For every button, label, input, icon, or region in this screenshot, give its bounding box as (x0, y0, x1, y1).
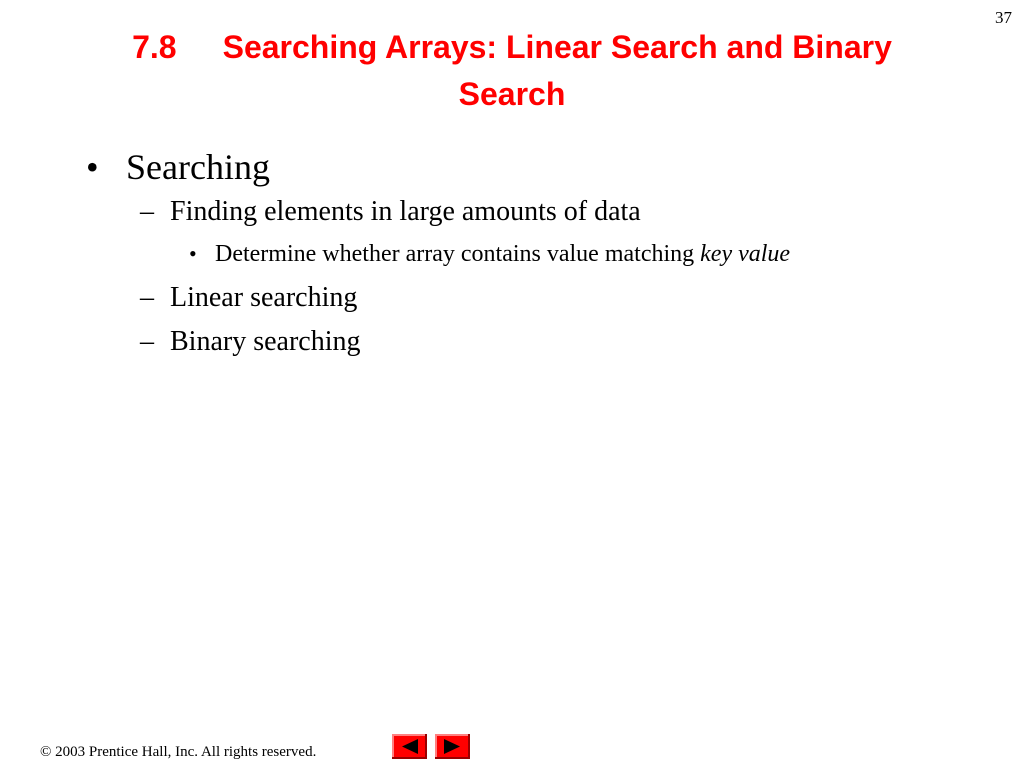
title-line-1 (0, 24, 1024, 71)
triangle-right-icon (435, 734, 470, 759)
dash-icon: – (140, 326, 154, 357)
bullet-text: Searching (126, 147, 270, 187)
key-value-emphasis: key value (700, 241, 791, 267)
next-slide-button[interactable] (435, 734, 470, 759)
sub-item-text: Binary searching (170, 326, 361, 357)
triangle-left-icon (392, 734, 427, 759)
sub-sub-item-determine (86, 239, 986, 269)
copyright-footer: © 2003 Prentice Hall, Inc. All rights reserved. (40, 744, 317, 760)
bullet-icon: • (189, 241, 197, 266)
bullet-item-searching (86, 145, 986, 189)
sub-item-finding-elements (86, 195, 986, 229)
slide-content (86, 145, 986, 369)
sub-item-linear-searching (86, 281, 986, 315)
sub-item-text: Linear searching (170, 282, 358, 313)
section-number: 7.8 (132, 29, 177, 65)
title-text-line-2: Search (458, 76, 566, 112)
sub-item-binary-searching (86, 325, 986, 359)
bullet-icon: • (86, 147, 99, 187)
sub-item-text: Finding elements in large amounts of data (170, 196, 641, 227)
title-text-line-1: Searching Arrays: Linear Search and Binary (222, 29, 892, 65)
previous-slide-button[interactable] (392, 734, 427, 759)
dash-icon: – (140, 282, 154, 313)
slide-number: 37 (995, 8, 1012, 27)
slide-title (0, 24, 1024, 118)
sub-sub-item-text: Determine whether array contains value matching (215, 241, 701, 267)
dash-icon: – (140, 196, 154, 227)
